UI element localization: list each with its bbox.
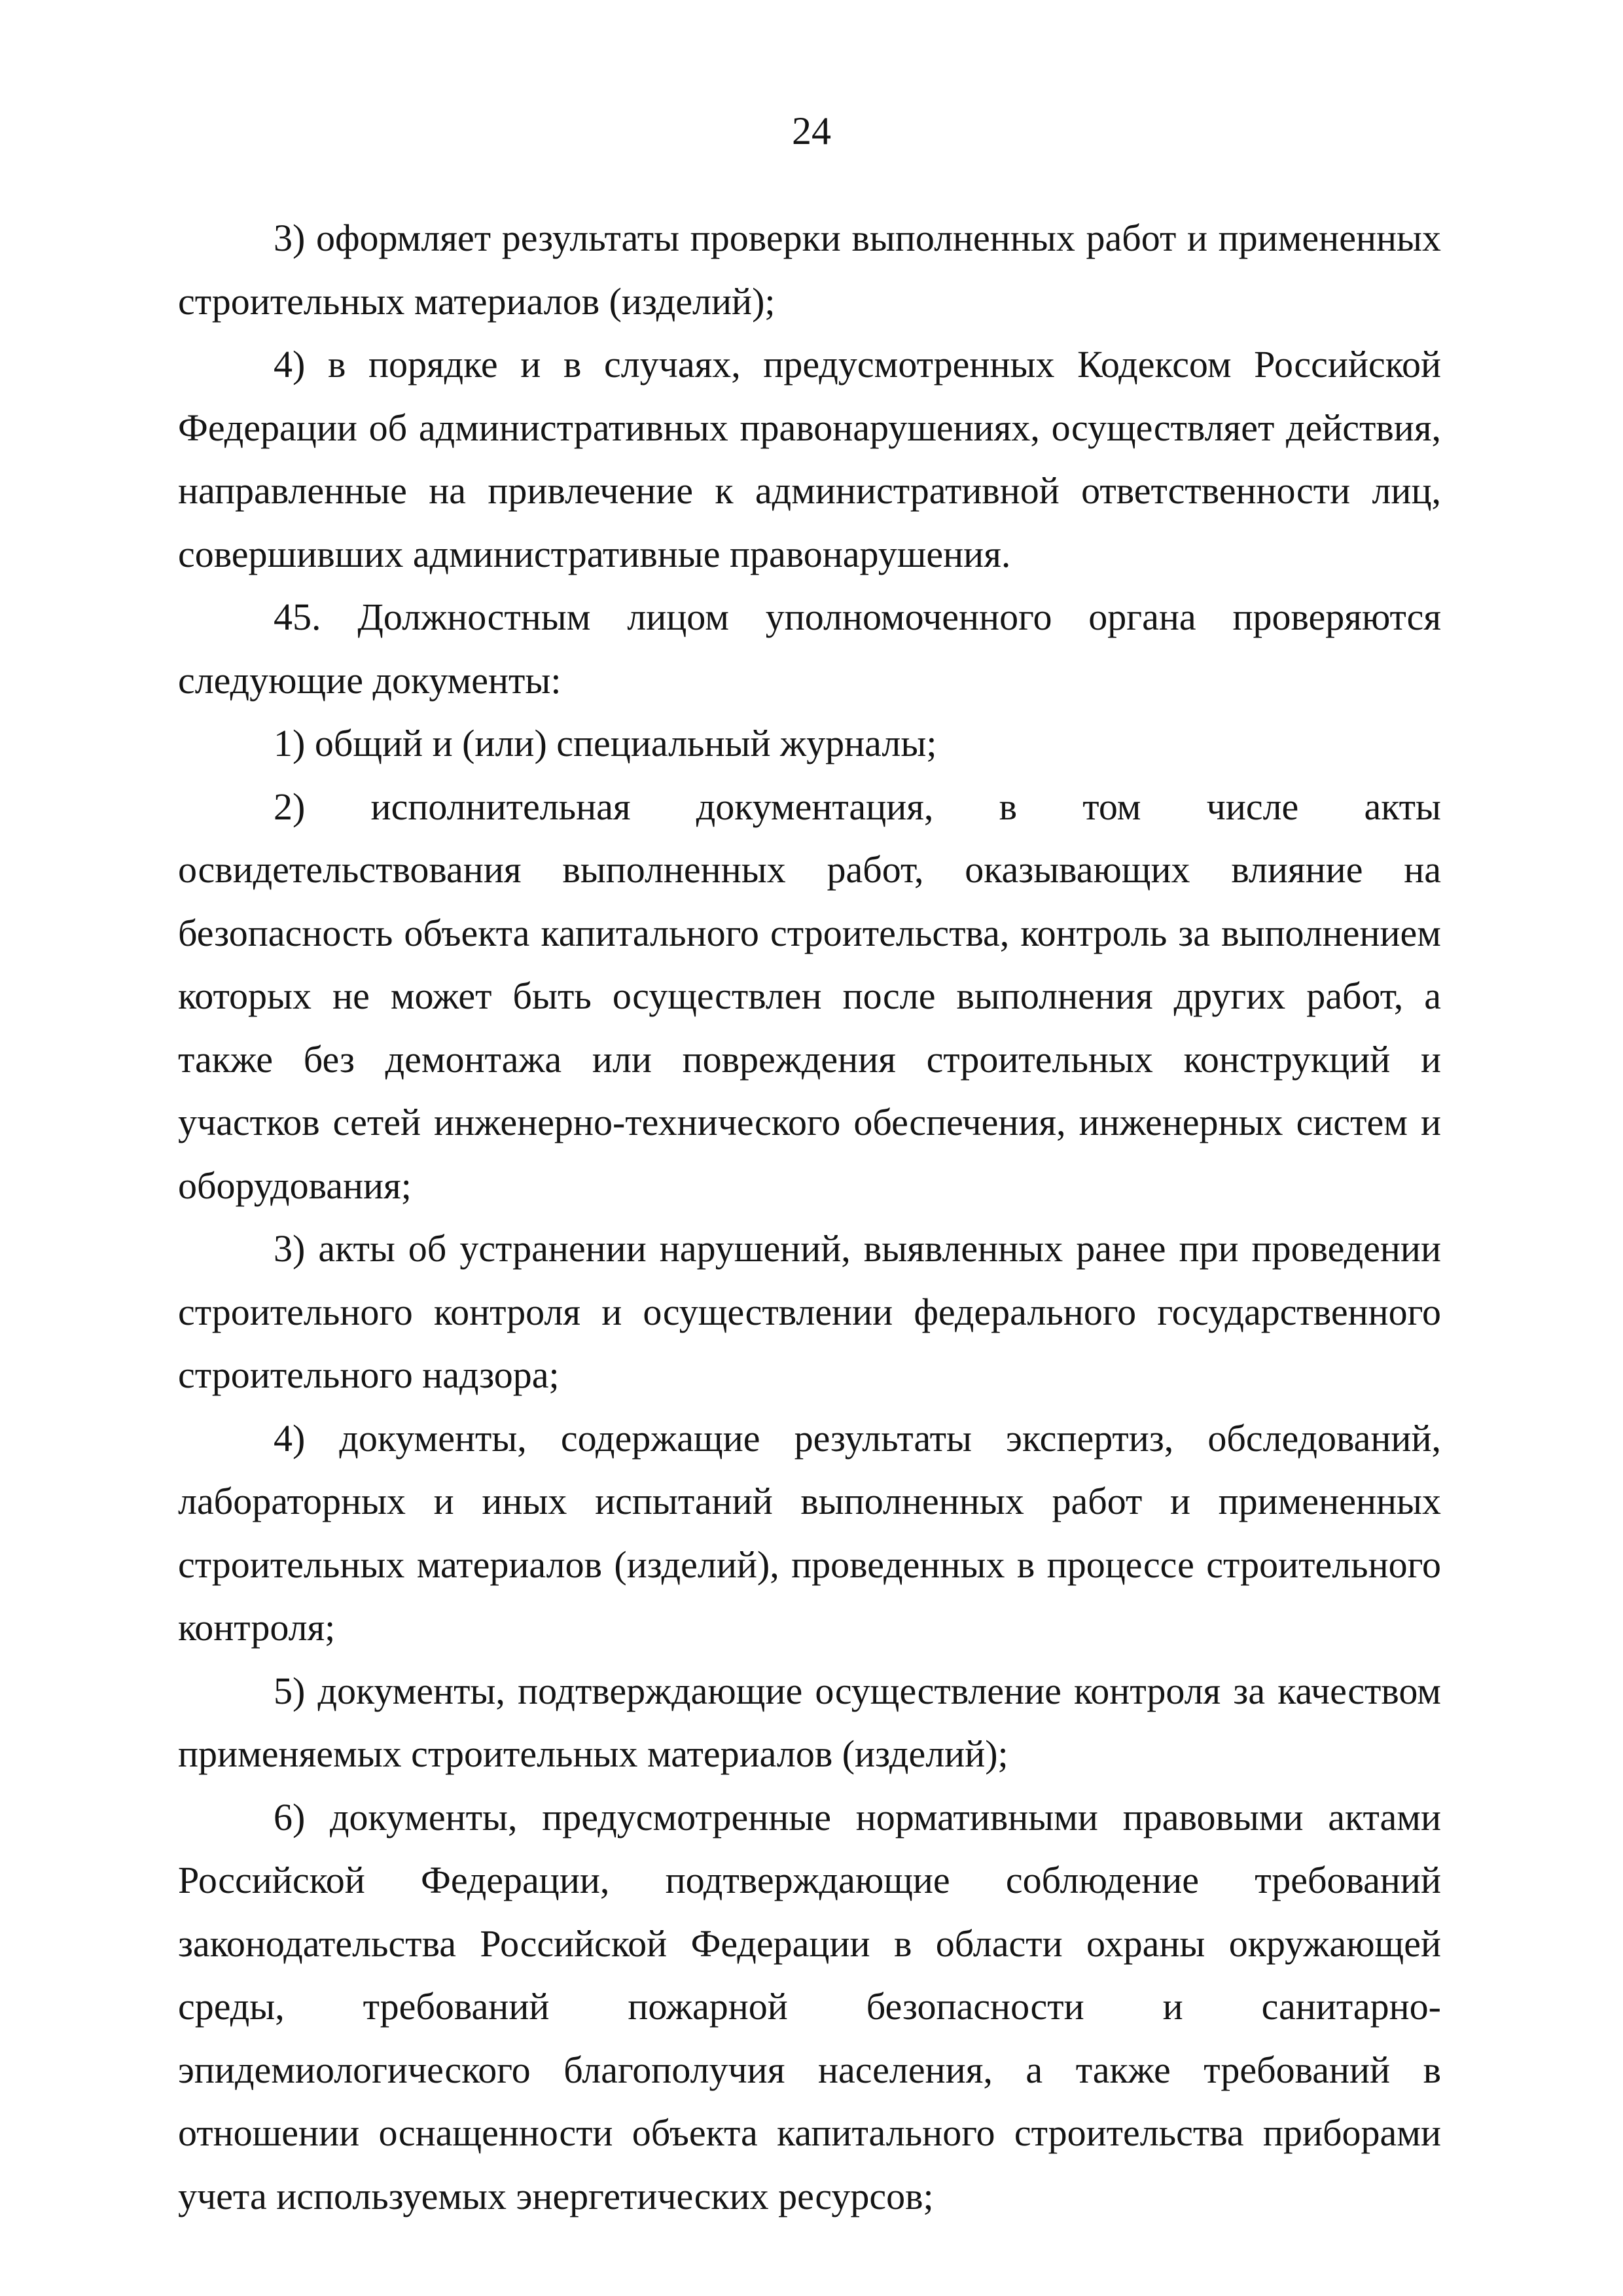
paragraph-doc-4: 4) документы, содержащие результаты экспертиз, обследований, лабораторных и иных испытаний выполненных работ и примененных строительных материалов (изделий), проведенных в процессе строительного контроля;: [178, 1416, 1441, 1649]
paragraph-doc-2: 2) исполнительная документация, в том числе акты освидетельствования выполненных работ, оказывающих влияние на безопасность объекта капитального строительства, контроль за выполнением которых не может быть осуществлен после выполнения других работ, а также без демонтажа или повреждения строительных конструкций и участков сетей инженерно-технического обеспечения, инженерных систем и оборудования;: [178, 785, 1441, 1207]
paragraph-clause-45: 45. Должностным лицом уполномоченного органа проверяются следующие документы:: [178, 596, 1441, 702]
page-number: 24: [792, 109, 831, 152]
paragraph-doc-1: 1) общий и (или) специальный журналы;: [274, 722, 937, 764]
paragraph-item-4: 4) в порядке и в случаях, предусмотренных Кодексом Российской Федерации об административных правонарушениях, осуществляет действия, направленные на привлечение к административной ответственности лиц, совершивших административные правонарушения.: [178, 343, 1441, 575]
paragraph-doc-6: 6) документы, предусмотренные нормативными правовыми актами Российской Федерации, подтверждающие соблюдение требований законодательства Российской Федерации в области охраны окружающей среды, требований пожарной безопасности и санитарно-эпидемиологического благополучия населения, а также требований в отношении оснащенности объекта капитального строительства приборами учета используемых энергетических ресурсов;: [178, 1795, 1441, 2217]
paragraph-doc-3: 3) акты об устранении нарушений, выявленных ранее при проведении строительного контроля и осуществлении федерального государственного строительного надзора;: [178, 1227, 1441, 1396]
paragraph-doc-5: 5) документы, подтверждающие осуществление контроля за качеством применяемых строительных материалов (изделий);: [178, 1669, 1441, 1775]
paragraph-item-3: 3) оформляет результаты проверки выполненных работ и примененных строительных материалов (изделий);: [178, 217, 1441, 323]
document-body: [178, 207, 1441, 2228]
